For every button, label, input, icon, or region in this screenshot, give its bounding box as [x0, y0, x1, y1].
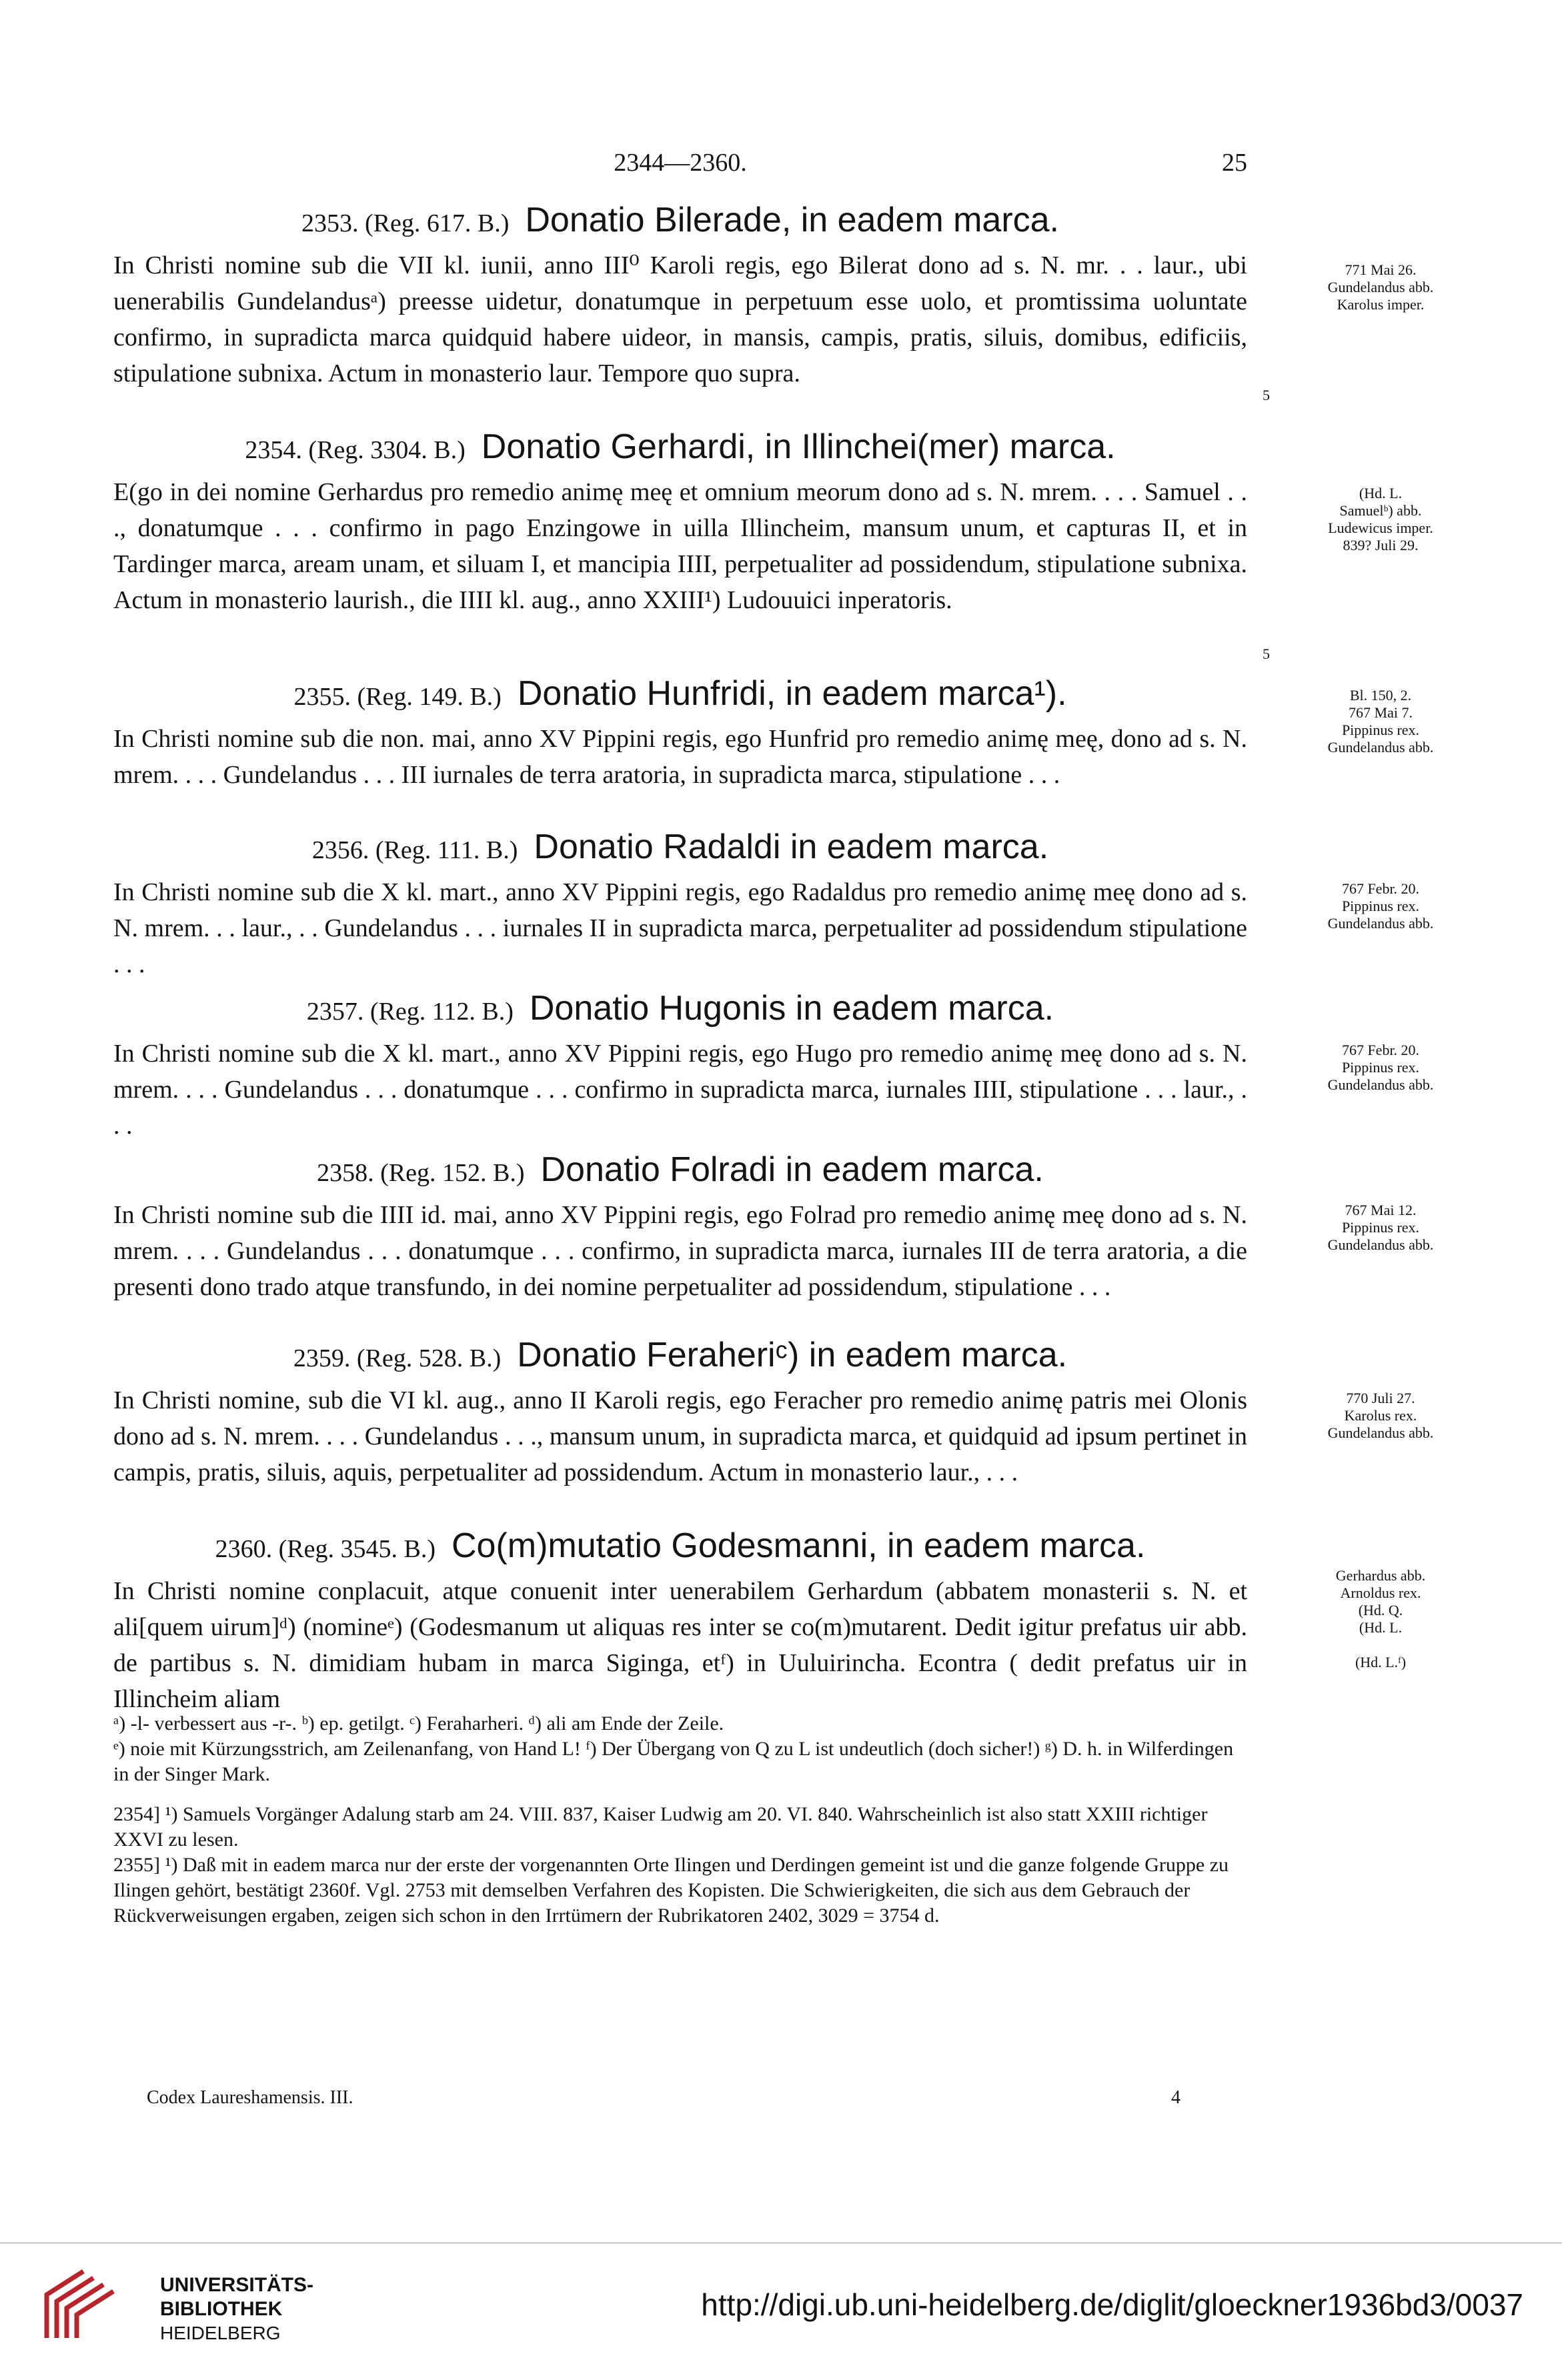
entry-heading	[113, 1335, 1247, 1378]
entry-2357	[113, 988, 1247, 1144]
footnote-2354: 2354] ¹) Samuels Vorgänger Adalung starb am 24. VIII. 837, Kaiser Ludwig am 20. VI. 840. Wahrscheinlich ist also statt XXIII richtiger XXVI zu lesen.	[113, 1803, 1208, 1851]
entry-2359	[113, 1335, 1247, 1490]
entry-2355	[113, 674, 1247, 793]
entry-heading	[113, 200, 1247, 243]
entry-reg: 2356. (Reg. 111. B.)	[311, 836, 518, 864]
entry-reg: 2355. (Reg. 149. B.)	[293, 683, 502, 711]
entry-heading	[113, 427, 1247, 470]
entry-text: In Christi nomine sub die IIII id. mai, anno XV Pippini regis, ego Folrad pro remedio animę meę dono ad s. N. mrem. . . . Gundelandus . . . donatumque . . . confirmo, in supradicta marca, iurnales III de terra aratoria, a die presenti dono trado atque transfundo, in dei nomine perpetualiter ad possidendum, stipulatione . . .	[113, 1201, 1247, 1301]
entry-2356	[113, 827, 1247, 982]
entry-heading	[113, 827, 1247, 870]
margin-note: 771 Mai 26. Gundelandus abb. Karolus imper.	[1327, 261, 1434, 313]
margin-note: Bl. 150, 2. 767 Mai 7. Pippinus rex. Gundelandus abb.	[1327, 687, 1434, 756]
entry-reg: 2358. (Reg. 152. B.)	[317, 1159, 525, 1187]
source-url-link[interactable]: http://digi.ub.uni-heidelberg.de/diglit/gloeckner1936bd3/0037	[701, 2287, 1523, 2322]
margin-note: 767 Febr. 20. Pippinus rex. Gundelandus abb.	[1327, 1042, 1434, 1093]
library-name-line: HEIDELBERG	[160, 2323, 281, 2343]
entry-reg: 2353. (Reg. 617. B.)	[301, 209, 510, 237]
library-logo-icon	[33, 2265, 153, 2351]
entry-heading	[113, 1150, 1247, 1193]
line-number: 5	[1263, 387, 1270, 403]
entry-title: Donatio Radaldi in eadem marca.	[534, 828, 1049, 866]
entry-text: In Christi nomine sub die X kl. mart., anno XV Pippini regis, ego Hugo pro remedio animę meę dono ad s. N. mrem. . . . Gundelandus . . . donatumque . . . confirmo in supradicta marca, iurnales IIII, stipulatione . . . laur., . . .	[113, 1040, 1247, 1140]
entry-2360	[113, 1526, 1247, 1717]
entry-reg: 2359. (Reg. 528. B.)	[293, 1344, 502, 1372]
library-name-line: UNIVERSITÄTS-	[160, 2274, 314, 2296]
library-footer	[0, 2243, 1562, 2380]
footnote-e-g: ᵉ) noie mit Kürzungsstrich, am Zeilenanfang, von Hand L! ᶠ) Der Übergang von Q zu L ist undeutlich (doch sicher!) ᵍ) D. h. in Wilferdingen in der Singer Mark.	[113, 1738, 1234, 1785]
entry-title: Co(m)mutatio Godesmanni, in eadem marca.	[451, 1526, 1146, 1565]
entry-title: Donatio Hunfridi, in eadem marca¹).	[517, 674, 1067, 713]
sheet-signature: 4	[1171, 2087, 1181, 2108]
margin-note: 767 Mai 12. Pippinus rex. Gundelandus abb.	[1327, 1202, 1434, 1253]
entry-text: In Christi nomine, sub die VI kl. aug., anno II Karoli regis, ego Feracher pro remedio animę patris mei Olonis dono ad s. N. mrem. . . . Gundelandus . . ., mansum unum, in supradicta marca, et quidquid ad ipsum pertinet in campis, pratis, siluis, aquis, perpetualiter ad possidendum. Actum in monasterio laur., . . .	[113, 1386, 1247, 1486]
running-head-title: 2344—2360.	[614, 149, 747, 177]
margin-note: Gerhardus abb. Arnoldus rex. (Hd. Q. (Hd. L. (Hd. L.ᶠ)	[1335, 1567, 1426, 1670]
library-name-line: BIBLIOTHEK	[160, 2298, 283, 2320]
entry-heading	[113, 674, 1247, 717]
entry-text: In Christi nomine sub die non. mai, anno XV Pippini regis, ego Hunfrid pro remedio animę meę, dono ad s. N. mrem. . . . Gundelandus . . . III iurnales de terra aratoria, in supradicta marca, stipulatione . . .	[113, 725, 1247, 789]
entry-reg: 2360. (Reg. 3545. B.)	[215, 1535, 436, 1563]
entry-text: E(go in dei nomine Gerhardus pro remedio animę meę et omnium meorum dono ad s. N. mrem. . . . Samuel . . ., donatumque . . . confirmo in pago Enzingowe in uilla Illincheim, mansum unum, et capturas II, et in Tardinger marca, aream unam, et siluam I, et mancipia IIII, perpetualiter ad possidendum, stipulatione subnixa. Actum in monasterio laurish., die IIII kl. aug., anno XXIII¹) Ludouuici inperatoris.	[113, 478, 1247, 614]
entry-text: In Christi nomine sub die X kl. mart., anno XV Pippini regis, ego Radaldus pro remedio animę meę dono ad s. N. mrem. . . laur., . . Gundelandus . . . iurnales II in supradicta marca, perpetualiter ad possidendum stipulatione . . .	[113, 878, 1247, 978]
running-head	[113, 148, 1247, 188]
footnote-2355: 2355] ¹) Daß mit in eadem marca nur der erste der vorgenannten Orte Ilingen und Derdingen gemeint ist und die ganze folgende Gruppe zu Ilingen gehört, bestätigt 2360f. Vgl. 2753 mit demselben Verfahren des Kopisten. Die Schwierigkeiten, die sich aus dem Gebrauch der Rückverweisungen ergaben, zeigen sich schon in den Irrtümern der Rubrikatoren 2402, 3029 = 3754 d.	[113, 1854, 1229, 1927]
margin-note: 767 Febr. 20. Pippinus rex. Gundelandus abb.	[1327, 880, 1434, 932]
margin-note: (Hd. L. Samuelᵇ) abb. Ludewicus imper. 839? Juli 29.	[1328, 485, 1433, 553]
entry-reg: 2354. (Reg. 3304. B.)	[245, 436, 466, 464]
page-number: 25	[1222, 149, 1247, 177]
entry-title: Donatio Feraheriᶜ) in eadem marca.	[517, 1336, 1068, 1374]
entry-title: Donatio Hugonis in eadem marca.	[529, 989, 1054, 1028]
footnote-a-d: ᵃ) -l- verbessert aus -r-. ᵇ) ep. getilgt. ᶜ) Feraharheri. ᵈ) ali am Ende der Zeile.	[113, 1712, 724, 1734]
entry-text: In Christi nomine sub die VII kl. iunii, anno III⁰ Karoli regis, ego Bilerat dono ad s. N. mr. . . laur., ubi uenerabilis Gundelandusᵃ) preesse uidetur, donatumque in perpetuum esse uolo, et promtissima uoluntate confirmo, in supradicta marca quidquid habere uideor, in mansis, campis, pratis, siluis, domibus, edificiis, stipulatione subnixa. Actum in monasterio laur. Tempore quo supra.	[113, 251, 1247, 387]
entry-heading	[113, 1526, 1247, 1569]
footnotes	[113, 1711, 1247, 1929]
entry-2353	[113, 200, 1247, 391]
entry-title: Donatio Gerhardi, in Illinchei(mer) marca.	[481, 427, 1116, 466]
library-name	[160, 2273, 313, 2345]
entry-title: Donatio Folradi in eadem marca.	[540, 1150, 1044, 1189]
signature-line	[147, 2087, 1181, 2109]
entry-2354	[113, 427, 1247, 618]
entry-title: Donatio Bilerade, in eadem marca.	[525, 201, 1060, 239]
entry-text: In Christi nomine conplacuit, atque conuenit inter uenerabilem Gerhardum (abbatem monasterii s. N. et ali[quem uirum]ᵈ) (nomineᵉ) (Godesmanum ut aliquas res inter se co(m)mutarent. Dedit igitur prefatus uir abb. de partibus s. N. dimidiam hubam in marca Siginga, etᶠ) in Uuluirincha. Econtra ( dedit prefatus uir in Illincheim aliam	[113, 1577, 1247, 1713]
entry-heading	[113, 988, 1247, 1032]
entry-2358	[113, 1150, 1247, 1305]
margin-note: 770 Juli 27. Karolus rex. Gundelandus abb.	[1327, 1390, 1434, 1441]
line-number: 5	[1263, 646, 1270, 662]
codex-title: Codex Laureshamensis. III.	[147, 2087, 353, 2108]
entry-reg: 2357. (Reg. 112. B.)	[306, 998, 514, 1026]
